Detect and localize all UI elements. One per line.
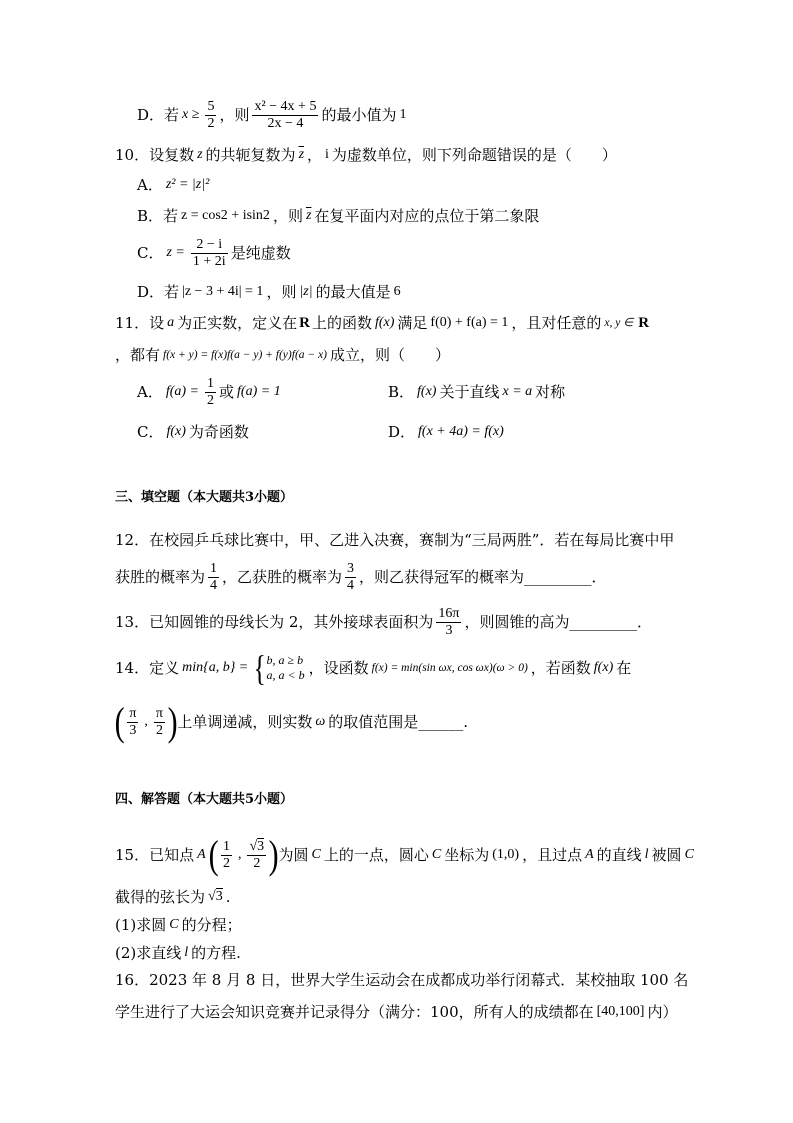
q13-line	[115, 602, 652, 642]
end-punct: .	[463, 713, 469, 731]
sqrt-symbol: √	[249, 838, 258, 854]
tail-text: 对称	[535, 383, 566, 401]
numerator: 3	[347, 560, 355, 576]
chord-length	[208, 887, 223, 907]
cases-brace: {	[253, 648, 266, 688]
numerator: π	[129, 705, 137, 721]
option-label: A．	[137, 176, 163, 194]
interval-comma: ,	[144, 714, 148, 729]
stem-text: 内）	[647, 1003, 678, 1021]
tail-text: 的最小值为	[321, 106, 397, 124]
answer-value: 6	[393, 284, 401, 299]
option-label: B．	[388, 383, 415, 401]
denominator: 2	[207, 392, 215, 408]
interval-right-fraction	[154, 706, 165, 739]
stem-text: 14．定义	[115, 659, 180, 677]
answer-blank: _________	[524, 568, 592, 586]
option-label: C．	[137, 423, 164, 441]
stem-text: 的共轭复数为	[205, 146, 296, 164]
expression-fraction	[252, 99, 318, 132]
connector-text: ，则	[266, 283, 297, 301]
q14-line-2	[114, 699, 469, 744]
stem-text: ，且过点	[522, 846, 583, 864]
stem-text: ，则圆锥的高为	[464, 613, 570, 631]
case-row: b, a ≥ b	[266, 653, 304, 667]
denominator: 2	[207, 115, 215, 131]
numerator: x² − 4x + 5	[254, 98, 317, 114]
stem-text: 截得的弦长为	[115, 888, 206, 906]
answer-blank: _________	[569, 613, 637, 631]
function-fx: f(x)	[417, 384, 437, 399]
stem-text: 学生进行了大运会知识竞赛并记录得分（满分：100，所有人的成绩都在	[115, 1003, 594, 1021]
probability-fraction-yi	[345, 561, 356, 594]
functional-identity: f(x + y) = f(x)f(a − y) + f(y)f(a − x)	[163, 349, 327, 361]
condition-fraction	[205, 99, 216, 132]
condition-expr: x ≥	[182, 107, 200, 122]
imaginary-unit: i	[325, 147, 329, 162]
circle-c: C	[169, 917, 179, 932]
option-label: C．	[137, 244, 164, 262]
denominator: 3	[445, 622, 453, 638]
answer-value: 1	[399, 107, 407, 122]
numerator: 1	[207, 375, 215, 391]
stem-text: 为正实数，定义在	[177, 314, 298, 332]
condition-expr: f(0) + f(a) = 1	[430, 315, 509, 330]
option-rhs: f(a) = 1	[237, 384, 281, 399]
stem-text: 11．设	[115, 314, 165, 332]
q10-option-c	[137, 233, 291, 273]
point-open-paren: (	[208, 832, 219, 877]
sqrt-argument: 3	[215, 889, 223, 904]
tail-text: 是纯虚数	[230, 244, 291, 262]
center-c: C	[431, 847, 442, 862]
real-set-symbol: R	[299, 315, 310, 331]
q12-line-1: 12．在校园乒乓球比赛中，甲、乙进入决赛，赛制为“三局两胜”．若在每局比赛中甲	[115, 531, 675, 549]
stem-text: 10．设复数	[115, 146, 195, 164]
point-y-fraction	[247, 839, 266, 872]
stem-text: 满足	[397, 314, 428, 332]
option-label: B．若	[137, 207, 179, 225]
interval-open-paren: (	[114, 699, 125, 744]
denominator: 4	[347, 577, 355, 593]
q11-option-d	[388, 412, 507, 452]
stem-text: ，则乙获得冠军的概率为	[359, 568, 525, 586]
section-3-heading: 三、填空题（本大题共3小题）	[115, 490, 294, 505]
option-fraction	[191, 237, 228, 270]
denominator: 2x − 4	[267, 115, 304, 131]
q12-line-2	[115, 557, 607, 597]
circle-c: C	[311, 847, 321, 862]
denominator: 3	[129, 722, 137, 738]
part-text: 的方程.	[191, 944, 241, 962]
stem-text: 为虚数单位，则下列命题错误的是（ ）	[331, 146, 617, 164]
stem-text: ，且对任意的	[511, 314, 602, 332]
stem-text: 为圆	[278, 846, 309, 864]
line-l: l	[184, 945, 189, 960]
stem-text: ，	[307, 146, 323, 164]
point-a: A	[197, 847, 206, 862]
numerator: 2 − i	[191, 237, 228, 254]
option-fraction	[205, 376, 216, 409]
option-lhs: f(a) =	[165, 384, 200, 399]
variables-expr: x, y ∈	[604, 317, 634, 329]
q10-option-b	[137, 196, 539, 236]
center-coordinates: (1,0)	[492, 847, 520, 862]
q11-option-a	[137, 372, 284, 412]
function-definition: f(x) = min(sin ωx, cos ωx)(ω > 0)	[371, 662, 528, 674]
end-punct: ．	[637, 613, 653, 631]
part-text: (1)求圆	[115, 916, 167, 934]
stem-text: 坐标为	[444, 846, 490, 864]
denominator: 2	[253, 855, 261, 871]
point-a: A	[585, 847, 594, 862]
interval-left-fraction	[127, 706, 138, 739]
probability-fraction-jia	[208, 561, 219, 594]
numerator	[247, 839, 266, 856]
option-label: A．	[137, 383, 163, 401]
option-expr: z² = |z|²	[165, 177, 210, 192]
q11-stem-line-2	[115, 335, 450, 375]
connector-text: ，则	[219, 106, 250, 124]
surface-area-fraction	[436, 606, 461, 639]
omega-symbol: ω	[315, 714, 326, 729]
q16-line-2	[115, 992, 677, 1032]
numerator: 1	[222, 838, 230, 854]
stem-text: ，设函数	[308, 659, 369, 677]
part-text: (2)求直线	[115, 944, 182, 962]
piecewise-cases	[267, 653, 305, 683]
sqrt-argument: 3	[257, 838, 265, 854]
option-label: D．	[388, 423, 416, 441]
case-row: a, a < b	[266, 668, 305, 682]
stem-text: ，若函数	[530, 659, 591, 677]
function-fx: f(x)	[166, 424, 186, 439]
end-punct: .	[225, 888, 231, 906]
score-range: [40,100]	[596, 1004, 645, 1019]
conjugate-z: $\overline{z}$	[298, 147, 305, 162]
option-text: 关于直线	[439, 383, 500, 401]
line-expr: x = a	[502, 384, 533, 399]
point-close-paren: )	[268, 832, 279, 877]
q11-option-b	[388, 372, 565, 412]
min-definition-lhs: min{a, b} =	[182, 660, 249, 675]
section-4-heading: 四、解答题（本大题共5小题）	[115, 792, 294, 807]
tail-text: 的最大值是	[315, 283, 391, 301]
end-punct: ．	[591, 568, 607, 586]
real-set-symbol: R	[638, 315, 650, 331]
denominator: 4	[210, 577, 218, 593]
q15-line-1	[115, 832, 697, 877]
denominator: 1 + 2i	[192, 253, 226, 269]
numerator: π	[155, 705, 163, 721]
part-text: 的分程；	[181, 916, 242, 934]
stem-text: 上单调递减，则实数	[177, 713, 313, 731]
stem-text: 被圆	[651, 846, 682, 864]
stem-text: 上的函数	[311, 314, 372, 332]
point-x-fraction	[221, 839, 232, 872]
q11-option-c	[137, 412, 249, 452]
option-label: D．若	[137, 106, 180, 124]
numerator: 1	[210, 560, 218, 576]
function-fx: f(x)	[593, 660, 614, 675]
stem-text: 成立，则（ ）	[329, 346, 450, 364]
answer-blank: ______	[418, 713, 464, 731]
q14-line-1	[115, 648, 631, 688]
stem-text: 上的一点，圆心	[323, 846, 429, 864]
variable-a: a	[167, 315, 175, 330]
stem-text: ，都有	[115, 346, 161, 364]
option-expr: |z − 3 + 4i| = 1	[182, 284, 264, 299]
variable-z: z	[197, 147, 203, 162]
option-label: D．若	[137, 283, 180, 301]
tail-text: 在复平面内对应的点位于第二象限	[314, 207, 540, 225]
connector-text: ，则	[272, 207, 303, 225]
option-lhs: z =	[166, 245, 185, 260]
circle-c: C	[684, 847, 694, 862]
option-expr: f(x + 4a) = f(x)	[418, 424, 504, 439]
stem-text: 15．已知点	[115, 846, 195, 864]
stem-text: ，乙获胜的概率为	[222, 568, 343, 586]
interval-close-paren: )	[167, 699, 178, 744]
tail-text: 为奇函数	[188, 423, 249, 441]
numerator: 16π	[438, 605, 460, 621]
q16-line-1: 16．2023 年 8 月 8 日，世界大学生运动会在成都成功举行闭幕式．某校抽取 100 名	[115, 971, 689, 989]
point-comma: ,	[237, 847, 242, 862]
stem-text: 获胜的概率为	[115, 568, 206, 586]
numerator: 5	[207, 98, 215, 114]
denominator: 2	[222, 855, 230, 871]
stem-text: 13．已知圆锥的母线长为 2，其外接球表面积为	[115, 613, 434, 631]
stem-text: 的取值范围是	[328, 713, 419, 731]
q9-option-d	[137, 95, 409, 135]
function-fx: f(x)	[374, 315, 395, 330]
stem-text: 的直线	[596, 846, 642, 864]
line-l: l	[644, 847, 649, 862]
stem-text: 在	[616, 659, 632, 677]
conjugate-z: $\overline{z}$	[305, 208, 312, 223]
option-expr: z = cos2 + isin2	[181, 208, 270, 223]
connector-text: 或	[219, 383, 235, 401]
modulus-expr: |z|	[299, 284, 313, 299]
sqrt-symbol: √	[208, 889, 216, 904]
denominator: 2	[155, 722, 163, 738]
